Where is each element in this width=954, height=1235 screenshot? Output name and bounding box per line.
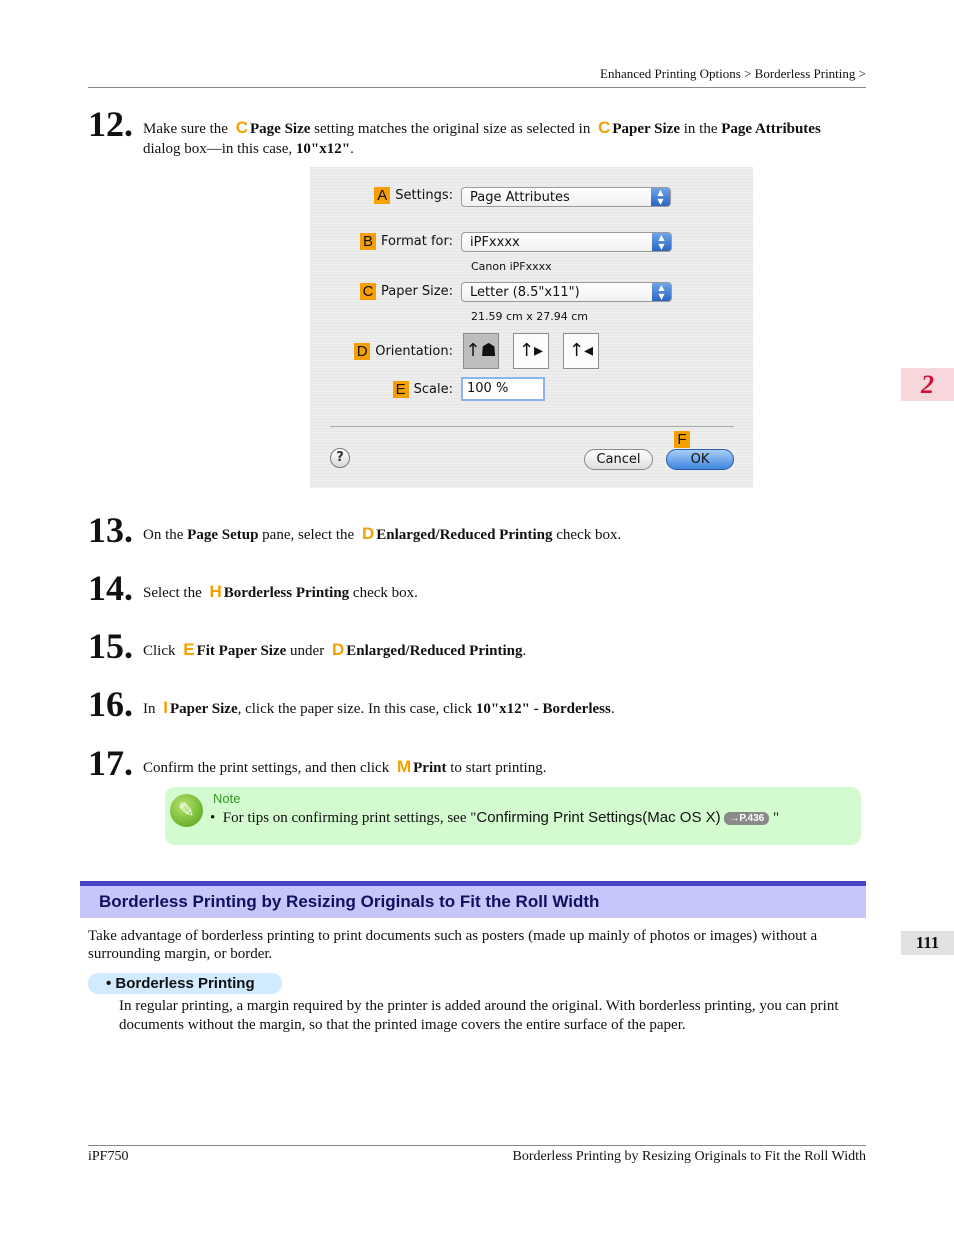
scale-input[interactable]: 100 % [461, 377, 545, 401]
step-number: 17. [88, 743, 133, 783]
step-12 [88, 106, 858, 166]
step-text: In I Paper Size, click the paper size. In this case, click 10"x12" - Borderless. [143, 698, 615, 717]
scale-label: E Scale: [393, 381, 453, 398]
step-text: Click E Fit Paper Size under D Enlarged/Reduced Printing. [143, 640, 527, 659]
callout-key: I [163, 698, 168, 717]
dialog-divider [330, 426, 734, 427]
format-for-popup[interactable]: iPFxxxx ▲ ▼ [461, 232, 672, 252]
chapter-tab[interactable]: 2 [901, 368, 954, 401]
popup-arrows-icon: ▲ ▼ [652, 233, 671, 251]
popup-arrows-icon: ▲ ▼ [651, 188, 670, 206]
landscape-right-orientation-button[interactable] [563, 333, 599, 369]
settings-label: A Settings: [374, 187, 453, 204]
page-reference-badge[interactable]: →P.436 [724, 812, 769, 825]
callout-key: C [598, 118, 611, 137]
paper-size-popup[interactable]: Letter (8.5"x11") ▲ ▼ [461, 282, 672, 302]
note-text: • For tips on confirming print settings, see "Confirming Print Settings(Mac OS X) →P.436 " [210, 809, 780, 826]
step-number: 14. [88, 568, 133, 608]
note-box [165, 787, 861, 845]
section-intro: Take advantage of borderless printing to print documents such as posters (made up mainly of photos or images) without a surrounding margin, or border. [88, 928, 818, 962]
step-number: 15. [88, 626, 133, 666]
step-number: 13. [88, 510, 133, 550]
paper-size-label: C Paper Size: [360, 283, 453, 300]
step-number: 12. [88, 104, 133, 144]
step-text: Confirm the print settings, and then click M Print to start printing. [143, 757, 547, 776]
subheading: • Borderless Printing [88, 973, 282, 994]
landscape-left-icon: ↑▸ [518, 340, 544, 361]
page-number-tab: 111 [901, 931, 954, 955]
note-title: Note [213, 791, 241, 806]
callout-key-c: C [360, 283, 376, 300]
breadcrumb: Enhanced Printing Options > Borderless Printing > [600, 66, 866, 81]
header-divider [88, 87, 866, 88]
step-number: 16. [88, 684, 133, 724]
printer-name: Canon iPFxxxx [471, 260, 552, 273]
step-13 [88, 512, 858, 552]
step-text: Select the H Borderless Printing check box. [143, 582, 418, 601]
cross-reference-link[interactable]: Confirming Print Settings(Mac OS X) [476, 809, 721, 826]
landscape-left-orientation-button[interactable] [513, 333, 549, 369]
portrait-orientation-button[interactable] [463, 333, 499, 369]
format-for-label: B Format for: [360, 233, 453, 250]
callout-key: D [361, 524, 375, 543]
ok-button[interactable]: OK [666, 449, 734, 470]
popup-arrows-icon: ▲ ▼ [652, 283, 671, 301]
settings-popup[interactable]: Page Attributes ▲ ▼ [461, 187, 671, 207]
step-text: On the Page Setup pane, select the D Enlarged/Reduced Printing check box. [143, 524, 622, 543]
callout-key: D [331, 640, 345, 659]
footer-divider [88, 1145, 866, 1146]
step-text: Make sure the C Page Size setting matches the original size as selected in C Paper Size in the Page Attributes dialog box—in this case, 10"x12". [143, 118, 821, 157]
step-17 [88, 745, 858, 785]
paper-dimensions: 21.59 cm x 27.94 cm [471, 310, 589, 323]
callout-key: C [235, 118, 248, 137]
subsection-body: In regular printing, a margin required by the printer is added around the original. With borderless printing, you can print documents without the margin, so that the printed image covers the entire surface of the paper. [119, 998, 839, 1033]
section-heading-bar [80, 881, 866, 918]
footer-model: iPF750 [88, 1149, 129, 1164]
callout-key: E [183, 640, 195, 659]
callout-key: H [209, 582, 222, 601]
footer-section-title: Borderless Printing by Resizing Originals to Fit the Roll Width [512, 1149, 866, 1164]
help-button[interactable]: ? [330, 448, 350, 468]
page-attributes-dialog [310, 167, 753, 488]
callout-key-e: E [393, 381, 409, 398]
step-15 [88, 628, 858, 668]
cancel-button[interactable]: Cancel [584, 449, 653, 470]
pencil-icon: ✎ [170, 794, 203, 827]
callout-key-b: B [360, 233, 376, 250]
portrait-icon: ↑☗ [465, 340, 497, 361]
orientation-label: D Orientation: [354, 343, 453, 360]
callout-key-f: F [674, 431, 690, 448]
callout-key-d: D [354, 343, 370, 360]
landscape-right-icon: ↑◂ [568, 340, 594, 361]
step-14 [88, 570, 858, 610]
section-title: Borderless Printing by Resizing Originals to Fit the Roll Width [99, 892, 600, 911]
callout-key-a: A [374, 187, 390, 204]
callout-key: M [396, 757, 412, 776]
step-16 [88, 686, 858, 726]
